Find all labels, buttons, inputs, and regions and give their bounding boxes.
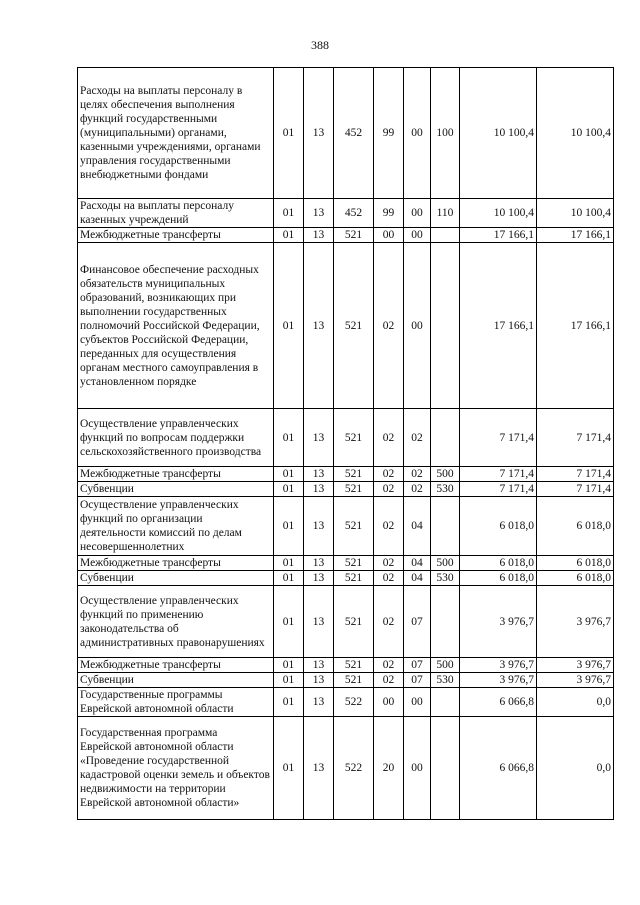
cell-subarticle-code: 02 (374, 497, 404, 556)
cell-expense-type (431, 586, 460, 658)
page-number: 388 (311, 38, 329, 52)
cell-description: Межбюджетные трансферты (78, 658, 274, 673)
cell-article-code: 521 (334, 228, 374, 243)
cell-subsection: 13 (304, 482, 334, 497)
cell-subarticle-code: 02 (374, 409, 404, 467)
cell-description: Межбюджетные трансферты (78, 467, 274, 482)
cell-amount-planned: 6 066,8 (460, 688, 537, 717)
cell-amount-approved: 6 018,0 (537, 571, 614, 586)
table-row (78, 497, 614, 556)
cell-section: 01 (274, 571, 304, 586)
cell-amount-approved: 0,0 (537, 688, 614, 717)
cell-amount-approved: 7 171,4 (537, 467, 614, 482)
cell-subarticle-code: 02 (374, 586, 404, 658)
cell-subarticle-code: 99 (374, 68, 404, 199)
table-row (78, 243, 614, 409)
cell-subarticle-code: 20 (374, 717, 404, 820)
cell-expense-type (431, 717, 460, 820)
table-row (78, 68, 614, 199)
cell-subarticle-code: 02 (374, 658, 404, 673)
cell-amount-approved: 0,0 (537, 717, 614, 820)
cell-expense-type: 500 (431, 467, 460, 482)
cell-section: 01 (274, 243, 304, 409)
cell-section: 01 (274, 497, 304, 556)
cell-subsection: 13 (304, 571, 334, 586)
cell-description: Субвенции (78, 571, 274, 586)
cell-amount-approved: 17 166,1 (537, 243, 614, 409)
cell-amount-approved: 10 100,4 (537, 68, 614, 199)
cell-amount-planned: 17 166,1 (460, 228, 537, 243)
cell-subsection: 13 (304, 673, 334, 688)
cell-description: Осуществление управленческих функций по применению законодательства об административных правонарушениях (78, 586, 274, 658)
cell-section: 01 (274, 409, 304, 467)
cell-item-code: 00 (404, 688, 431, 717)
cell-subarticle-code: 02 (374, 482, 404, 497)
cell-subarticle-code: 02 (374, 556, 404, 571)
cell-subarticle-code: 02 (374, 243, 404, 409)
cell-section: 01 (274, 199, 304, 228)
cell-article-code: 521 (334, 243, 374, 409)
cell-amount-approved: 10 100,4 (537, 199, 614, 228)
cell-item-code: 04 (404, 497, 431, 556)
cell-article-code: 521 (334, 586, 374, 658)
cell-amount-planned: 3 976,7 (460, 673, 537, 688)
cell-expense-type: 530 (431, 571, 460, 586)
cell-subarticle-code: 00 (374, 228, 404, 243)
cell-item-code: 00 (404, 199, 431, 228)
cell-amount-planned: 6 018,0 (460, 497, 537, 556)
cell-article-code: 521 (334, 409, 374, 467)
cell-description: Финансовое обеспечение расходных обязательств муниципальных образований, возникающих при выполнении государственных полномочий Российской Федерации, субъектов Российской Федерации, переданных для осуществления органам местного самоуправления в установленном порядке (78, 243, 274, 409)
cell-article-code: 521 (334, 482, 374, 497)
cell-amount-planned: 7 171,4 (460, 409, 537, 467)
cell-section: 01 (274, 556, 304, 571)
cell-subsection: 13 (304, 586, 334, 658)
cell-expense-type: 500 (431, 556, 460, 571)
cell-amount-approved: 6 018,0 (537, 556, 614, 571)
cell-subsection: 13 (304, 658, 334, 673)
cell-section: 01 (274, 688, 304, 717)
cell-article-code: 521 (334, 658, 374, 673)
cell-description: Расходы на выплаты персоналу в целях обеспечения выполнения функций государственными (муниципальными) органами, казенными учреждениями, органами управления государственными внебюджетными фондами (78, 68, 274, 199)
cell-description: Субвенции (78, 482, 274, 497)
cell-article-code: 452 (334, 68, 374, 199)
cell-description: Осуществление управленческих функций по организации деятельности комиссий по делам несовершеннолетних (78, 497, 274, 556)
cell-expense-type: 530 (431, 673, 460, 688)
cell-description: Межбюджетные трансферты (78, 228, 274, 243)
cell-section: 01 (274, 482, 304, 497)
cell-section: 01 (274, 68, 304, 199)
cell-subsection: 13 (304, 228, 334, 243)
cell-expense-type (431, 497, 460, 556)
cell-item-code: 02 (404, 482, 431, 497)
cell-expense-type (431, 228, 460, 243)
cell-expense-type (431, 243, 460, 409)
cell-amount-planned: 6 018,0 (460, 556, 537, 571)
cell-amount-approved: 17 166,1 (537, 228, 614, 243)
table-row (78, 409, 614, 467)
cell-subsection: 13 (304, 409, 334, 467)
cell-article-code: 522 (334, 688, 374, 717)
cell-subarticle-code: 02 (374, 467, 404, 482)
cell-item-code: 00 (404, 243, 431, 409)
cell-item-code: 02 (404, 467, 431, 482)
cell-expense-type (431, 688, 460, 717)
cell-description: Межбюджетные трансферты (78, 556, 274, 571)
cell-amount-approved: 7 171,4 (537, 482, 614, 497)
cell-item-code: 00 (404, 68, 431, 199)
cell-subsection: 13 (304, 467, 334, 482)
cell-article-code: 452 (334, 199, 374, 228)
table-row (78, 467, 614, 482)
cell-description: Расходы на выплаты персоналу казенных учреждений (78, 199, 274, 228)
cell-subarticle-code: 00 (374, 688, 404, 717)
cell-expense-type (431, 409, 460, 467)
cell-amount-planned: 6 018,0 (460, 571, 537, 586)
table-row (78, 228, 614, 243)
cell-item-code: 00 (404, 717, 431, 820)
cell-subsection: 13 (304, 68, 334, 199)
table-row (78, 199, 614, 228)
cell-amount-approved: 6 018,0 (537, 497, 614, 556)
cell-item-code: 00 (404, 228, 431, 243)
cell-section: 01 (274, 586, 304, 658)
cell-amount-planned: 17 166,1 (460, 243, 537, 409)
cell-subarticle-code: 02 (374, 571, 404, 586)
cell-section: 01 (274, 717, 304, 820)
cell-amount-planned: 6 066,8 (460, 717, 537, 820)
cell-description: Субвенции (78, 673, 274, 688)
cell-description: Осуществление управленческих функций по вопросам поддержки сельскохозяйственного производства (78, 409, 274, 467)
cell-item-code: 02 (404, 409, 431, 467)
cell-subsection: 13 (304, 243, 334, 409)
cell-article-code: 521 (334, 556, 374, 571)
cell-section: 01 (274, 467, 304, 482)
cell-expense-type: 110 (431, 199, 460, 228)
table-row (78, 658, 614, 673)
cell-item-code: 04 (404, 571, 431, 586)
cell-subsection: 13 (304, 688, 334, 717)
cell-subsection: 13 (304, 556, 334, 571)
cell-section: 01 (274, 228, 304, 243)
cell-article-code: 521 (334, 497, 374, 556)
cell-description: Государственная программа Еврейской автономной области «Проведение государственной кадастровой оценки земель и объектов недвижимости на территории Еврейской автономной области» (78, 717, 274, 820)
cell-expense-type: 100 (431, 68, 460, 199)
cell-item-code: 04 (404, 556, 431, 571)
cell-expense-type: 500 (431, 658, 460, 673)
cell-item-code: 07 (404, 586, 431, 658)
table-row (78, 556, 614, 571)
budget-table (77, 67, 614, 820)
cell-amount-approved: 3 976,7 (537, 658, 614, 673)
cell-item-code: 07 (404, 658, 431, 673)
cell-amount-planned: 10 100,4 (460, 68, 537, 199)
cell-section: 01 (274, 658, 304, 673)
cell-amount-approved: 3 976,7 (537, 586, 614, 658)
cell-amount-planned: 3 976,7 (460, 586, 537, 658)
table-row (78, 586, 614, 658)
table-row (78, 717, 614, 820)
cell-section: 01 (274, 673, 304, 688)
cell-subsection: 13 (304, 199, 334, 228)
cell-amount-planned: 10 100,4 (460, 199, 537, 228)
cell-article-code: 521 (334, 673, 374, 688)
cell-subsection: 13 (304, 497, 334, 556)
cell-amount-approved: 7 171,4 (537, 409, 614, 467)
cell-subarticle-code: 99 (374, 199, 404, 228)
table-row (78, 482, 614, 497)
cell-amount-approved: 3 976,7 (537, 673, 614, 688)
cell-item-code: 07 (404, 673, 431, 688)
cell-expense-type: 530 (431, 482, 460, 497)
cell-article-code: 521 (334, 467, 374, 482)
cell-subarticle-code: 02 (374, 673, 404, 688)
cell-amount-planned: 3 976,7 (460, 658, 537, 673)
table-row (78, 571, 614, 586)
table-row (78, 673, 614, 688)
cell-article-code: 521 (334, 571, 374, 586)
cell-amount-planned: 7 171,4 (460, 467, 537, 482)
cell-amount-planned: 7 171,4 (460, 482, 537, 497)
cell-subsection: 13 (304, 717, 334, 820)
cell-description: Государственные программы Еврейской автономной области (78, 688, 274, 717)
cell-article-code: 522 (334, 717, 374, 820)
budget-table-body (78, 68, 614, 820)
table-row (78, 688, 614, 717)
